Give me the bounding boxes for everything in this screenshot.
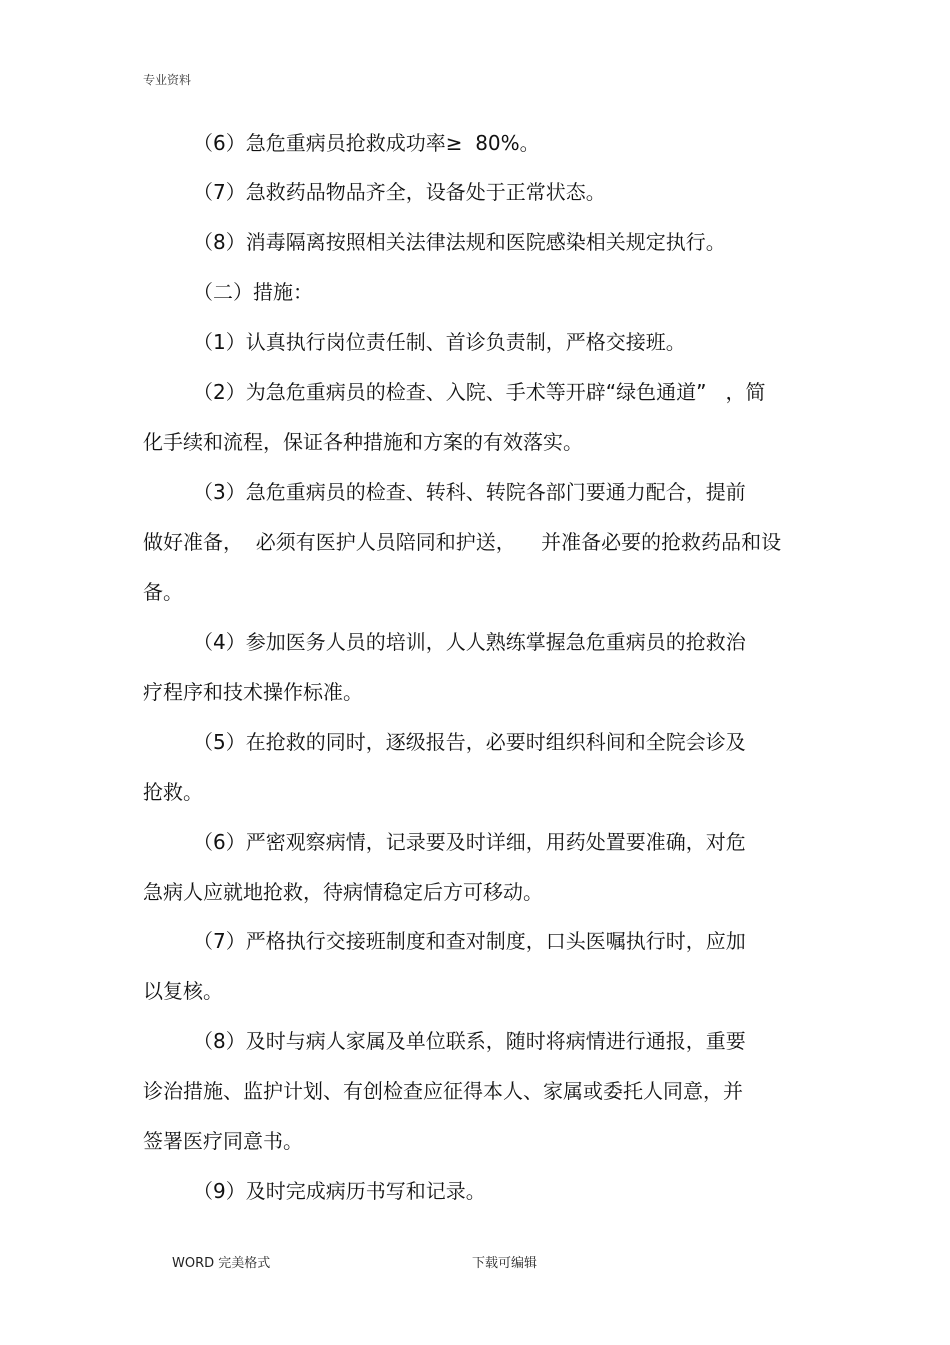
text-line: 化手续和流程，保证各种措施和方案的有效落实。 — [143, 430, 583, 454]
text-line: （8）消毒隔离按照相关法律法规和医院感染相关规定执行。 — [193, 230, 726, 254]
text-line: （3）急危重病员的检查、转科、转院各部门要通力配合，提前 — [193, 480, 746, 504]
text-line: （7）急救药品物品齐全，设备处于正常状态。 — [193, 180, 606, 204]
text-line: （8）及时与病人家属及单位联系，随时将病情进行通报，重要 — [193, 1029, 746, 1053]
text-line: （9）及时完成病历书写和记录。 — [193, 1179, 486, 1203]
footer-left: WORD 完美格式 — [172, 1256, 271, 1271]
text-line: 抢救。 — [143, 780, 203, 804]
text-line: （4）参加医务人员的培训，人人熟练掌握急危重病员的抢救治 — [193, 630, 746, 654]
text-line: 以复核。 — [143, 979, 223, 1003]
text-line: （5）在抢救的同时，逐级报告，必要时组织科间和全院会诊及 — [193, 730, 746, 754]
section-heading: （二）措施： — [193, 280, 313, 304]
text-line: （2）为急危重病员的检查、入院、手术等开辟“绿色通道” ，简 — [193, 380, 766, 404]
text-line: （6）严密观察病情，记录要及时详细，用药处置要准确，对危 — [193, 830, 746, 854]
text-line: （1）认真执行岗位责任制、首诊负责制，严格交接班。 — [193, 330, 686, 354]
text-line: 签署医疗同意书。 — [143, 1129, 303, 1153]
text-line: （6）急危重病员抢救成功率≥ 80%。 — [193, 131, 540, 155]
text-line: 备。 — [143, 580, 183, 604]
text-line: （7）严格执行交接班制度和查对制度，口头医嘱执行时，应加 — [193, 929, 746, 953]
text-line: 急病人应就地抢救，待病情稳定后方可移动。 — [143, 880, 543, 904]
text-line: 诊治措施、监护计划、有创检查应征得本人、家属或委托人同意，并 — [143, 1079, 743, 1103]
text-line: 疗程序和技术操作标准。 — [143, 680, 363, 704]
text-line: 做好准备， 必须有医护人员陪同和护送， 并准备必要的抢救药品和设 — [143, 530, 782, 554]
footer-right: 下载可编辑 — [472, 1256, 538, 1271]
page-header: 专业资料 — [143, 73, 192, 87]
